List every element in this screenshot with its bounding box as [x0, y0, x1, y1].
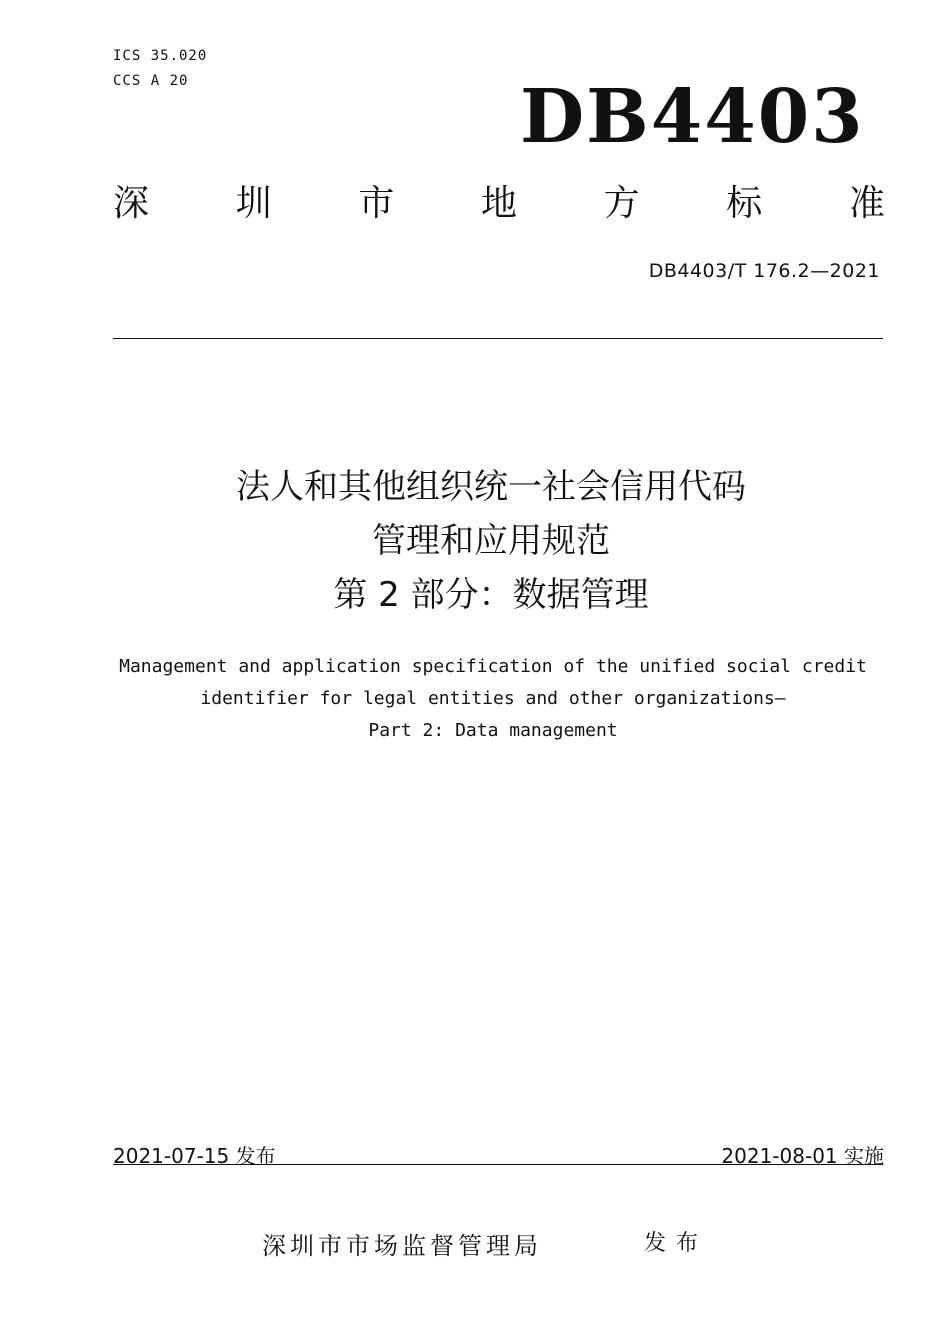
bottom-divider [113, 1164, 883, 1165]
title-en-line-1: Management and application specification of the unified social credit [119, 656, 867, 677]
ics-code: ICS 35.020 [113, 48, 208, 64]
title-en-line-2: identifier for legal entities and other organizations— [200, 688, 786, 709]
db-code-logo: DB4403 [520, 74, 865, 160]
standard-type [113, 183, 885, 224]
standard-number: DB4403/T 176.2—2021 [648, 260, 880, 282]
issue-date: 2021-07-15 发布 [113, 1144, 276, 1168]
standard-type-char: 圳 [235, 183, 272, 224]
ccs-code: CCS A 20 [113, 73, 189, 89]
implementation-date: 2021-08-01 实施 [721, 1144, 884, 1168]
standard-type-char: 标 [726, 183, 763, 224]
title-zh-line-3: 第 2 部分：数据管理 [333, 575, 649, 615]
top-divider [113, 338, 883, 339]
standard-type-char: 准 [848, 183, 885, 224]
issued-label: 发布 [644, 1231, 709, 1256]
standard-type-char: 市 [358, 183, 395, 224]
title-zh-line-2: 管理和应用规范 [372, 521, 610, 561]
title-zh-line-1: 法人和其他组织统一社会信用代码 [236, 467, 746, 507]
title-en-line-3: Part 2: Data management [368, 720, 618, 741]
standard-type-char: 深 [113, 183, 150, 224]
standard-type-char: 方 [603, 183, 640, 224]
issuing-authority: 深圳市市场监督管理局 [262, 1232, 542, 1260]
standard-type-char: 地 [480, 183, 517, 224]
